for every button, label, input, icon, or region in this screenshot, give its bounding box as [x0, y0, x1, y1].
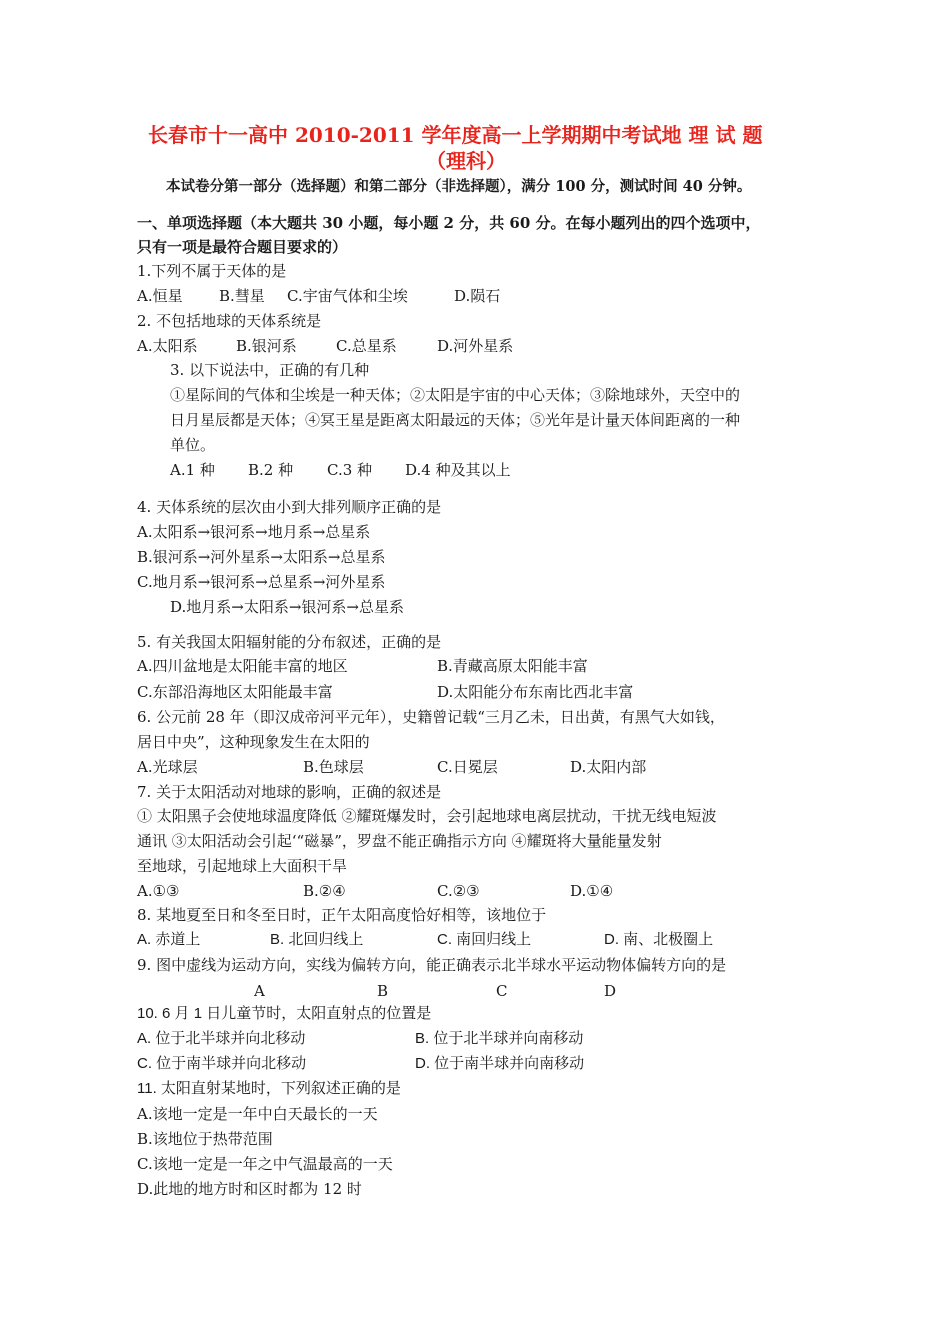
q9-label-c: C: [496, 982, 508, 1000]
q4-option-c: C.地月系→银河系→总星系→河外星系: [137, 573, 386, 591]
q2-option-c: C.总星系: [336, 337, 397, 355]
q7-option-c: C.②③: [437, 882, 480, 900]
q4-option-d: D.地月系→太阳系→银河系→总星系: [170, 598, 404, 616]
q9-stem: 9. 图中虚线为运动方向，实线为偏转方向，能正确表示北半球水平运动物体偏转方向的是: [137, 956, 727, 974]
q3-statement-line2: 日月星辰都是天体；④冥王星是距离太阳最远的天体；⑤光年是计量天体间距离的一种: [170, 411, 741, 429]
q10-option-c: C. 位于南半球并向北移动: [137, 1055, 307, 1072]
q6-stem-line1: 6. 公元前 28 年（即汉成帝河平元年），史籍曾记载“三月乙未，日出黄，有黑气大如钱，: [137, 708, 725, 726]
page-title-line1: 长春市十一高中 2010-2011 学年度高一上学期期中考试地 理 试 题: [148, 123, 763, 147]
page-title-line2: （理科）: [426, 149, 506, 173]
q1-option-a: A.恒星: [137, 287, 183, 305]
q1-option-b: B.彗星: [219, 287, 265, 305]
q5-option-c: C.东部沿海地区太阳能最丰富: [137, 683, 333, 701]
section-heading-line2: 只有一项是最符合题目要求的）: [137, 238, 348, 256]
q9-label-a: A: [254, 982, 265, 1000]
q6-option-d: D.太阳内部: [570, 758, 647, 776]
q10-option-b: B. 位于北半球并向南移动: [415, 1030, 584, 1047]
q3-statement-line1: ①星际间的气体和尘埃是一种天体；②太阳是宇宙的中心天体；③除地球外，天空中的: [170, 386, 741, 404]
q5-option-a: A.四川盆地是太阳能丰富的地区: [137, 657, 348, 675]
q3-option-c: C.3 种: [327, 461, 373, 479]
q4-option-b: B.银河系→河外星系→太阳系→总星系: [137, 548, 386, 566]
q3-stem: 3. 以下说法中，正确的有几种: [170, 361, 370, 379]
q10-stem: 10. 6 月 1 日儿童节时，太阳直射点的位置是: [137, 1005, 432, 1022]
q3-option-d: D.4 种及其以上: [405, 461, 511, 479]
q5-option-d: D.太阳能分布东南比西北丰富: [437, 683, 634, 701]
q9-label-d: D: [604, 982, 617, 1000]
q11-option-d: D.此地的地方时和区时都为 12 时: [137, 1180, 362, 1198]
q11-stem: 11. 太阳直射某地时，下列叙述正确的是: [137, 1080, 401, 1097]
q9-label-b: B: [377, 982, 389, 1000]
q7-option-a: A.①③: [137, 882, 180, 900]
q11-option-b: B.该地位于热带范围: [137, 1130, 273, 1148]
q7-option-d: D.①④: [570, 882, 614, 900]
q4-stem: 4. 天体系统的层次由小到大排列顺序正确的是: [137, 498, 442, 516]
q8-option-a: A. 赤道上: [137, 931, 201, 948]
q7-statement-line3: 至地球，引起地球上大面积干旱: [137, 857, 348, 875]
q7-statement-line1: ① 太阳黑子会使地球温度降低 ②耀斑爆发时，会引起地球电离层扰动，干扰无线电短波: [137, 807, 717, 825]
q7-option-b: B.②④: [303, 882, 346, 900]
q2-option-a: A.太阳系: [137, 337, 198, 355]
intro-text: 本试卷分第一部分（选择题）和第二部分（非选择题），满分 100 分，测试时间 40 分钟。: [166, 178, 752, 195]
q2-option-d: D.河外星系: [437, 337, 514, 355]
q10-option-a: A. 位于北半球并向北移动: [137, 1030, 306, 1047]
q3-statement-line3: 单位。: [170, 436, 216, 454]
q6-option-a: A.光球层: [137, 758, 198, 776]
q6-option-c: C.日冕层: [437, 758, 498, 776]
q11-option-c: C.该地一定是一年之中气温最高的一天: [137, 1155, 393, 1173]
q1-option-d: D.陨石: [454, 287, 501, 305]
q8-option-c: C. 南回归线上: [437, 931, 532, 948]
q1-option-c: C.宇宙气体和尘埃: [287, 287, 408, 305]
section-heading-line1: 一、单项选择题（本大题共 30 小题，每小题 2 分，共 60 分。在每小题列出的四个选项中，: [137, 214, 761, 232]
q5-stem: 5. 有关我国太阳辐射能的分布叙述，正确的是: [137, 633, 442, 651]
q3-option-a: A.1 种: [170, 461, 215, 479]
q7-stem: 7. 关于太阳活动对地球的影响，正确的叙述是: [137, 783, 442, 801]
q2-stem: 2. 不包括地球的天体系统是: [137, 312, 322, 330]
q10-option-d: D. 位于南半球并向南移动: [415, 1055, 585, 1072]
q6-option-b: B.色球层: [303, 758, 364, 776]
q7-statement-line2: 通讯 ③太阳活动会引起‘“磁暴”，罗盘不能正确指示方向 ④耀斑将大量能量发射: [137, 832, 662, 850]
q11-option-a: A.该地一定是一年中白天最长的一天: [137, 1105, 378, 1123]
q2-option-b: B.银河系: [236, 337, 297, 355]
q8-option-d: D. 南、北极圈上: [604, 931, 714, 948]
q6-stem-line2: 居日中央”，这种现象发生在太阳的: [137, 733, 370, 751]
q8-option-b: B. 北回归线上: [270, 931, 364, 948]
q4-option-a: A.太阳系→银河系→地月系→总星系: [137, 523, 371, 541]
q5-option-b: B.青藏高原太阳能丰富: [437, 657, 588, 675]
q1-stem: 1.下列不属于天体的是: [137, 262, 287, 280]
q8-stem: 8. 某地夏至日和冬至日时，正午太阳高度恰好相等，该地位于: [137, 906, 547, 924]
q3-option-b: B.2 种: [248, 461, 294, 479]
